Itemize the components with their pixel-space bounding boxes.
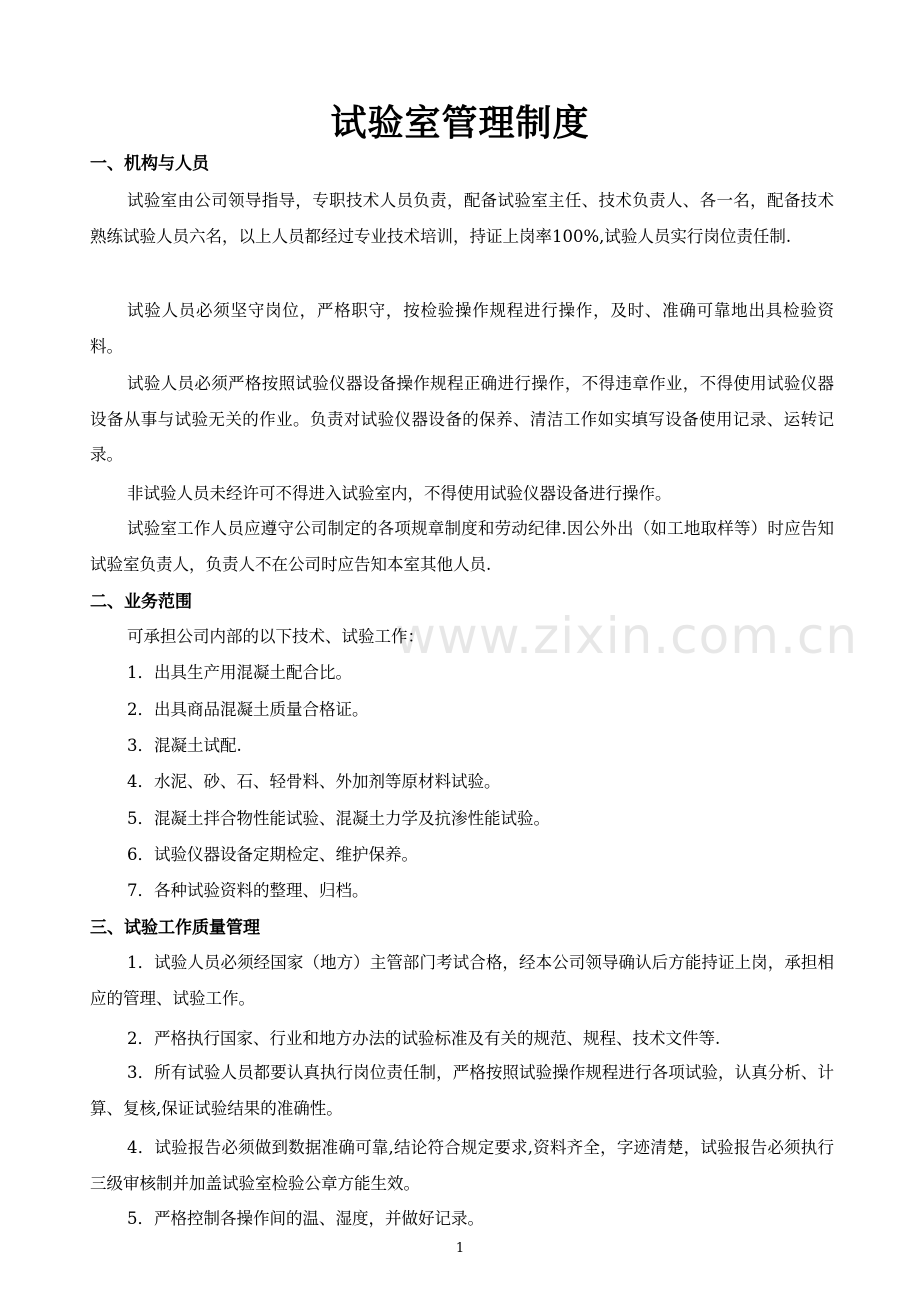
list-item: 3．混凝土试配. bbox=[127, 736, 242, 755]
section-heading-quality-management: 三、试验工作质量管理 bbox=[90, 918, 260, 938]
paragraph: 2．严格执行国家、行业和地方办法的试验标准及有关的规范、规程、技术文件等. bbox=[127, 1029, 721, 1048]
paragraph: 3．所有试验人员都要认真执行岗位责任制，严格按照试验操作规程进行各项试验，认真分析、计算、复核,保证试验结果的准确性。 bbox=[90, 1063, 834, 1118]
paragraph: 试验室由公司领导指导，专职技术人员负责，配备试验室主任、技术负责人、各一名，配备技术熟练试验人员六名，以上人员都经过专业技术培训，持证上岗率100%,试验人员实行岗位责任制. bbox=[90, 191, 834, 246]
list-item: 1．出具生产用混凝土配合比。 bbox=[127, 663, 352, 682]
page-number: 1 bbox=[455, 1241, 465, 1256]
list-item: 2．出具商品混凝土质量合格证。 bbox=[127, 700, 369, 719]
section-intro: 可承担公司内部的以下技术、试验工作： bbox=[127, 627, 424, 646]
paragraph: 试验室工作人员应遵守公司制定的各项规章制度和劳动纪律.因公外出（如工地取样等）时应告知试验室负责人，负责人不在公司时应告知本室其他人员. bbox=[90, 519, 834, 574]
page-title: 试验室管理制度 bbox=[330, 103, 590, 144]
watermark: www.zixin.com.cn bbox=[395, 607, 859, 665]
paragraph: 1．试验人员必须经国家（地方）主管部门考试合格，经本公司领导确认后方能持证上岗，承担相应的管理、试验工作。 bbox=[90, 953, 834, 1008]
paragraph: 试验人员必须坚守岗位，严格职守，按检验操作规程进行操作，及时、准确可靠地出具检验资料。 bbox=[90, 301, 834, 356]
paragraph: 非试验人员未经许可不得进入试验室内，不得使用试验仪器设备进行操作。 bbox=[127, 484, 672, 503]
section-heading-business-scope: 二、业务范围 bbox=[90, 592, 192, 612]
list-item: 5．混凝土拌合物性能试验、混凝土力学及抗渗性能试验。 bbox=[127, 809, 550, 828]
list-item: 4．水泥、砂、石、轻骨料、外加剂等原材料试验。 bbox=[127, 772, 501, 791]
list-item: 6．试验仪器设备定期检定、维护保养。 bbox=[127, 845, 418, 864]
paragraph: 4．试验报告必须做到数据准确可靠,结论符合规定要求,资料齐全，字迹清楚，试验报告必须执行三级审核制并加盖试验室检验公章方能生效。 bbox=[90, 1138, 834, 1193]
paragraph: 5．严格控制各操作间的温、湿度，并做好记录。 bbox=[127, 1209, 484, 1228]
paragraph: 试验人员必须严格按照试验仪器设备操作规程正确进行操作，不得违章作业，不得使用试验仪器设备从事与试验无关的作业。负责对试验仪器设备的保养、清洁工作如实填写设备使用记录、运转记录。 bbox=[90, 374, 834, 464]
section-heading-organization: 一、机构与人员 bbox=[90, 154, 209, 174]
list-item: 7．各种试验资料的整理、归档。 bbox=[127, 881, 369, 900]
